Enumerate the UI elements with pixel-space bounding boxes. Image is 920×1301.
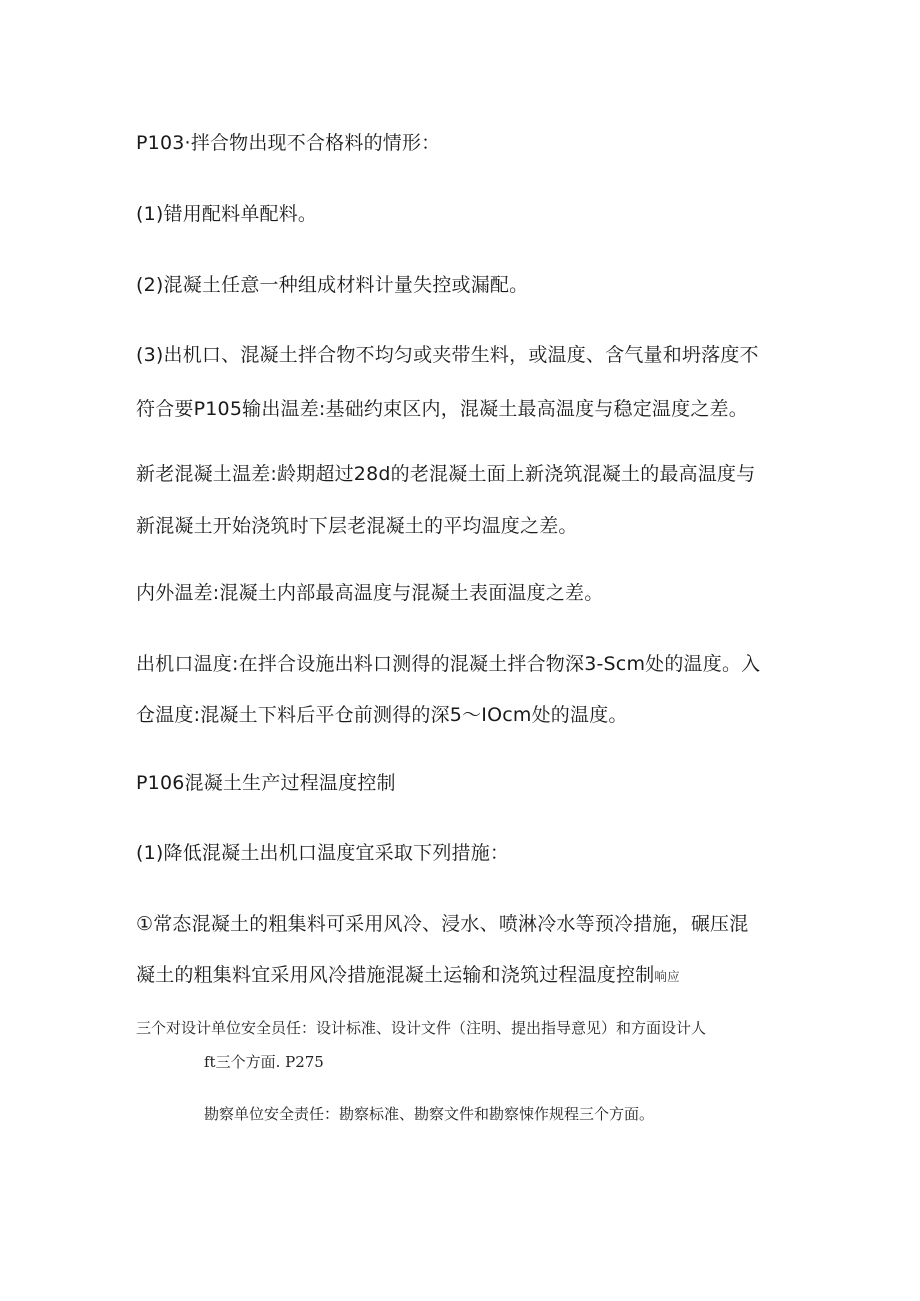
paragraph-outlet-temp-line-2: 仓温度:混凝土下料后平仓前测得的深5〜IOcm处的温度。 (136, 704, 628, 726)
paragraph-item-3-line-1: (3)出机口、混凝土拌合物不均匀或夹带生料，或温度、含气量和坍落度不 (136, 344, 759, 366)
paragraph-measure-1-line-1: ①常态混凝土的粗集料可采用风冷、浸水、喷淋冷水等预冷措施，碾压混 (136, 913, 749, 935)
paragraph-survey-unit: 勘察单位安全责任：勘察标准、勘察文件和勘察悚作规程三个方面。 (204, 1105, 655, 1123)
paragraph-new-old-temp-diff-line-2: 新混凝土开始浇筑时下层老混凝土的平均温度之差。 (136, 515, 578, 537)
paragraph-design-unit-line-1: 三个对设计单位安全员任：设计标准、设计文件（注明、提出指导意见）和方面设计人 (136, 1019, 707, 1037)
measure-1-tail-note: 响应 (654, 969, 680, 984)
paragraph-measure-1-line-2 (136, 962, 680, 990)
paragraph-item-2: (2)混凝土任意一种组成材料计量失控或漏配。 (136, 274, 529, 296)
measure-1-line-2-text: 凝土的粗集料宜采用风冷措施混凝土运输和浇筑过程温度控制 (136, 964, 655, 986)
paragraph-item-3-line-2: 符合要P105输出温差:基础约束区内，混凝土最高温度与稳定温度之差。 (136, 398, 748, 420)
paragraph-design-unit-line-2: ft三个方面. P275 (204, 1053, 324, 1071)
paragraph-new-old-temp-diff-line-1: 新老混凝土温差:龄期超过28d的老混凝土面上新浇筑混凝土的最高温度与 (136, 463, 756, 485)
paragraph-measures-heading: (1)降低混凝土出机口温度宜采取下列措施： (136, 842, 510, 864)
paragraph-p106-heading: P106混凝土生产过程温度控制 (136, 772, 396, 794)
paragraph-item-1: (1)错用配料单配料。 (136, 203, 318, 225)
paragraph-p103-heading: P103·拌合物出现不合格料的情形： (136, 132, 441, 154)
paragraph-inner-outer-temp-diff: 内外温差:混凝土内部最高温度与混凝土表面温度之差。 (136, 582, 604, 604)
paragraph-outlet-temp-line-1: 出机口温度:在拌合设施出料口测得的混凝土拌合物深3-Scm处的温度。入 (136, 653, 761, 675)
